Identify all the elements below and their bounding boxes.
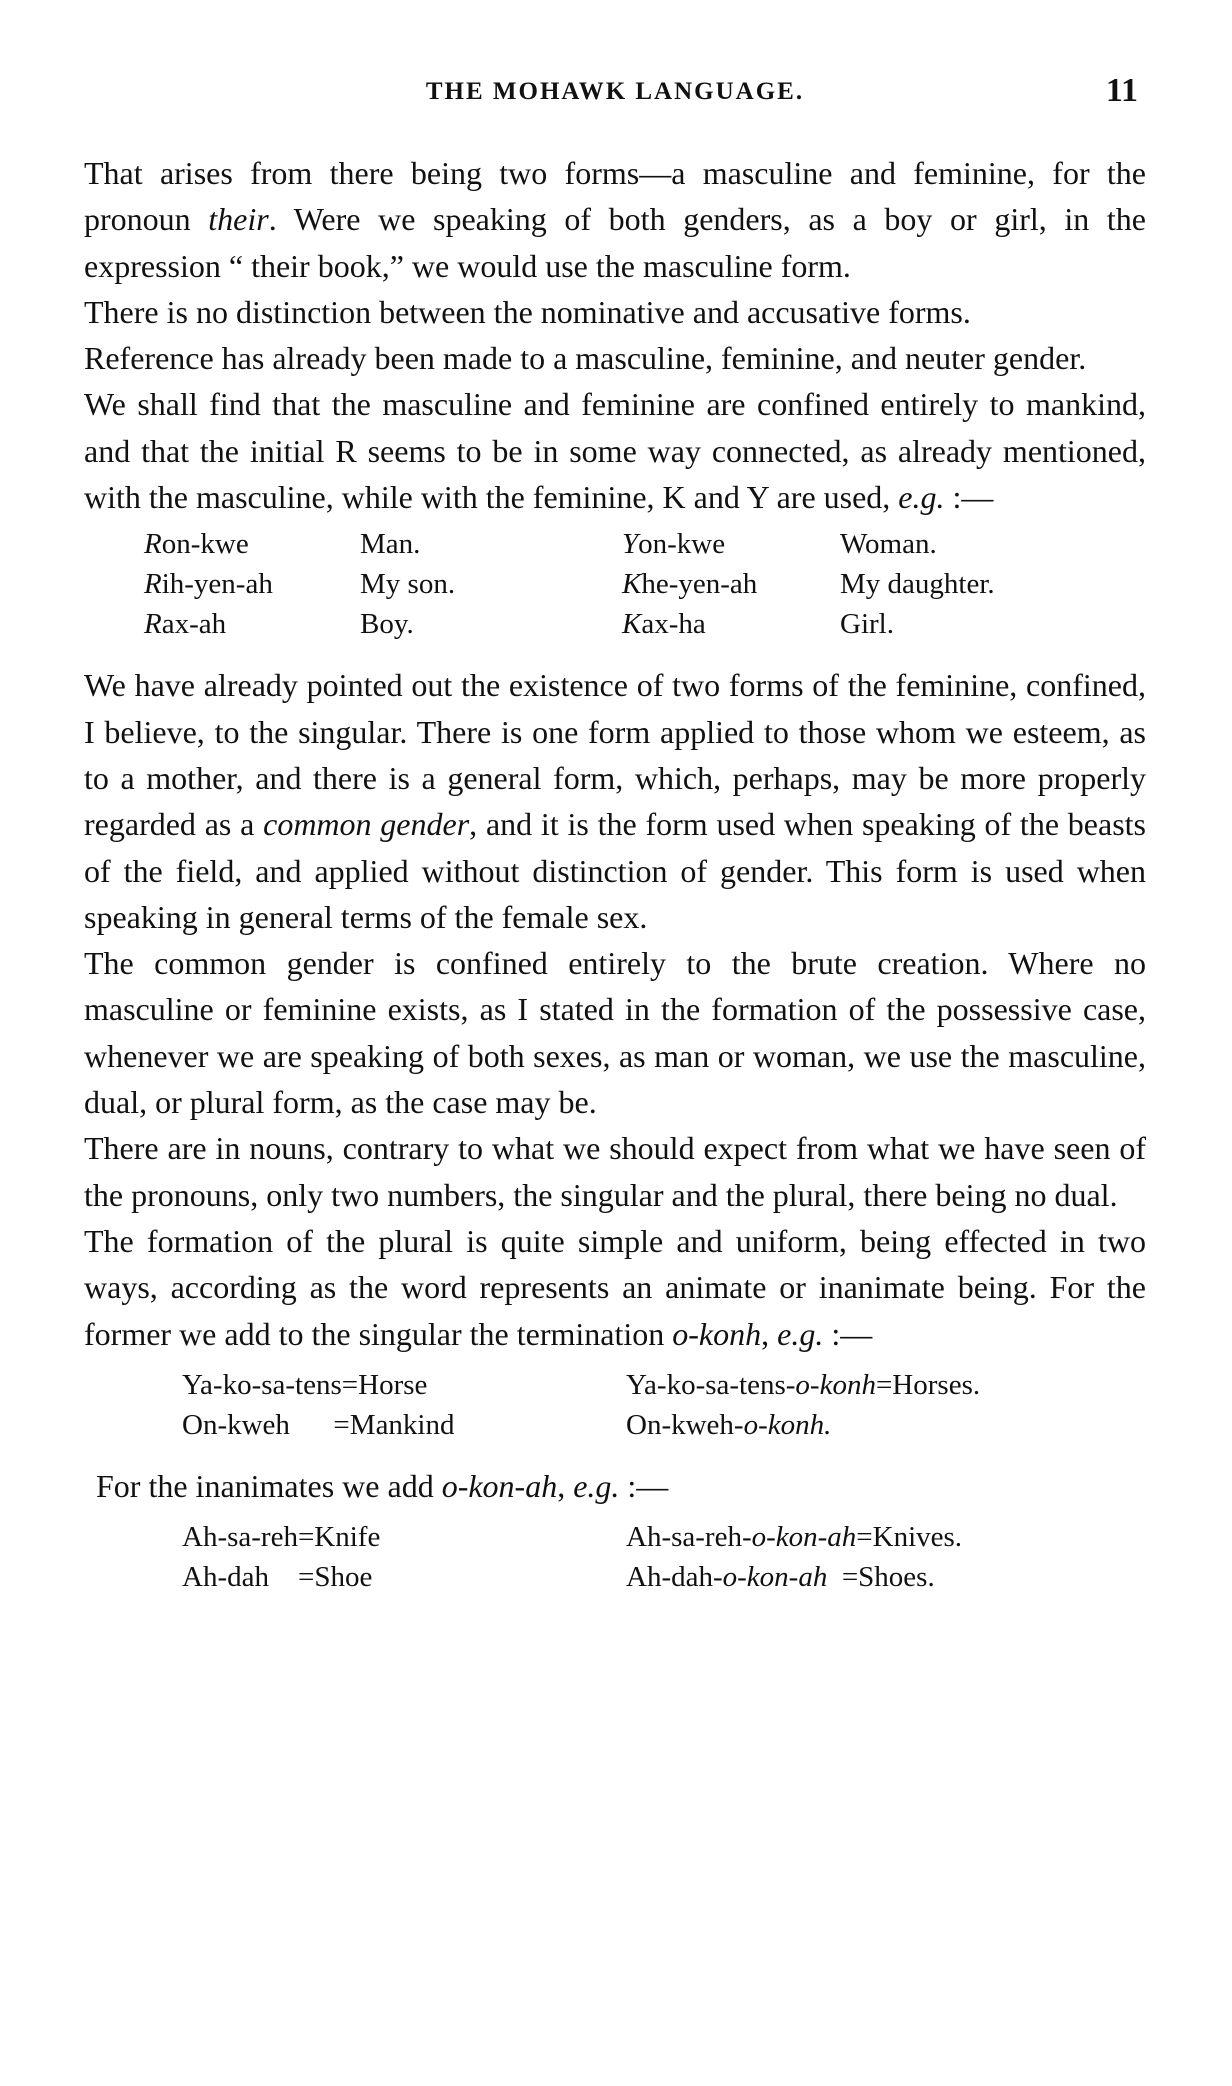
paragraph-nominative: There is no distinction between the nominative and accusative forms. — [84, 293, 971, 330]
table-row: Ron-kwe Man. Yon-kwe Woman. — [144, 528, 937, 561]
paragraph-pronoun-their: That arises from there being two forms—a masculine and feminine, for the pronoun their. Were we speaking of both genders, as a boy or girl, in the expression “ their book,” we would use the masculine form. — [84, 155, 1147, 284]
table-row: Rax-ah Boy. Kax-ha Girl. — [144, 608, 894, 641]
paragraph-plural-formation: The formation of the plural is quite simple and uniform, being effected in two ways, according as the word represents an animate or inanimate being. For the former we add to the singular the termination o-konh, e.g. :— — [84, 1222, 1146, 1352]
animate-plural-table — [182, 1365, 980, 1445]
paragraph-numbers: There are in nouns, contrary to what we should expect from what we have seen of the pronouns, only two numbers, the singular and the plural, there being no dual. — [84, 1130, 1146, 1213]
table-row: Ah-sa-reh=Knife Ah-sa-reh-o-kon-ah=Knives. — [182, 1521, 963, 1554]
paragraph-mankind: We shall find that the masculine and feminine are confined entirely to mankind, and that the initial R seems to be in some way connected, as already mentioned, with the masculine, while with the feminine, K and Y are used, e.g. :— — [84, 386, 1146, 516]
inanimate-plural-table — [182, 1517, 962, 1597]
running-title: THE MOHAWK LANGUAGE. — [425, 78, 805, 105]
table-row: Ya-ko-sa-tens=Horse Ya-ko-sa-tens-o-konh=Horses. — [182, 1368, 981, 1401]
page-number: 11 — [1105, 72, 1138, 109]
gender-example-table — [144, 524, 995, 644]
paragraph-inanimates: For the inanimates we add o-kon-ah, e.g. :— — [96, 1467, 669, 1504]
paragraph-common-gender: The common gender is confined entirely to the brute creation. Where no masculine or feminine exists, as I stated in the formation of the possessive case, whenever we are speaking of both sexes, as man or woman, we use the masculine, dual, or plural form, as the case may be. — [84, 945, 1146, 1121]
paragraph-feminine-forms: We have already pointed out the existence of two forms of the feminine, confined, I believe, to the singular. There is one form applied to those whom we esteem, as to a mother, and there is a general form, which, perhaps, may be more properly regarded as a common gender, and it is the form used when speaking of the beasts of the field, and applied without distinction of gender. This form is used when speaking in general terms of the female sex. — [84, 667, 1147, 935]
paragraph-genders: Reference has already been made to a masculine, feminine, and neuter gender. — [84, 340, 1087, 377]
page-header — [84, 72, 1146, 118]
table-row: On-kweh =Mankind On-kweh-o-konh. — [182, 1408, 832, 1441]
table-row: Rih-yen-ah My son. Khe-yen-ah My daughter. — [144, 568, 995, 601]
page-body — [84, 150, 1146, 1597]
table-row: Ah-dah =Shoe Ah-dah-o-kon-ah =Shoes. — [182, 1561, 935, 1594]
